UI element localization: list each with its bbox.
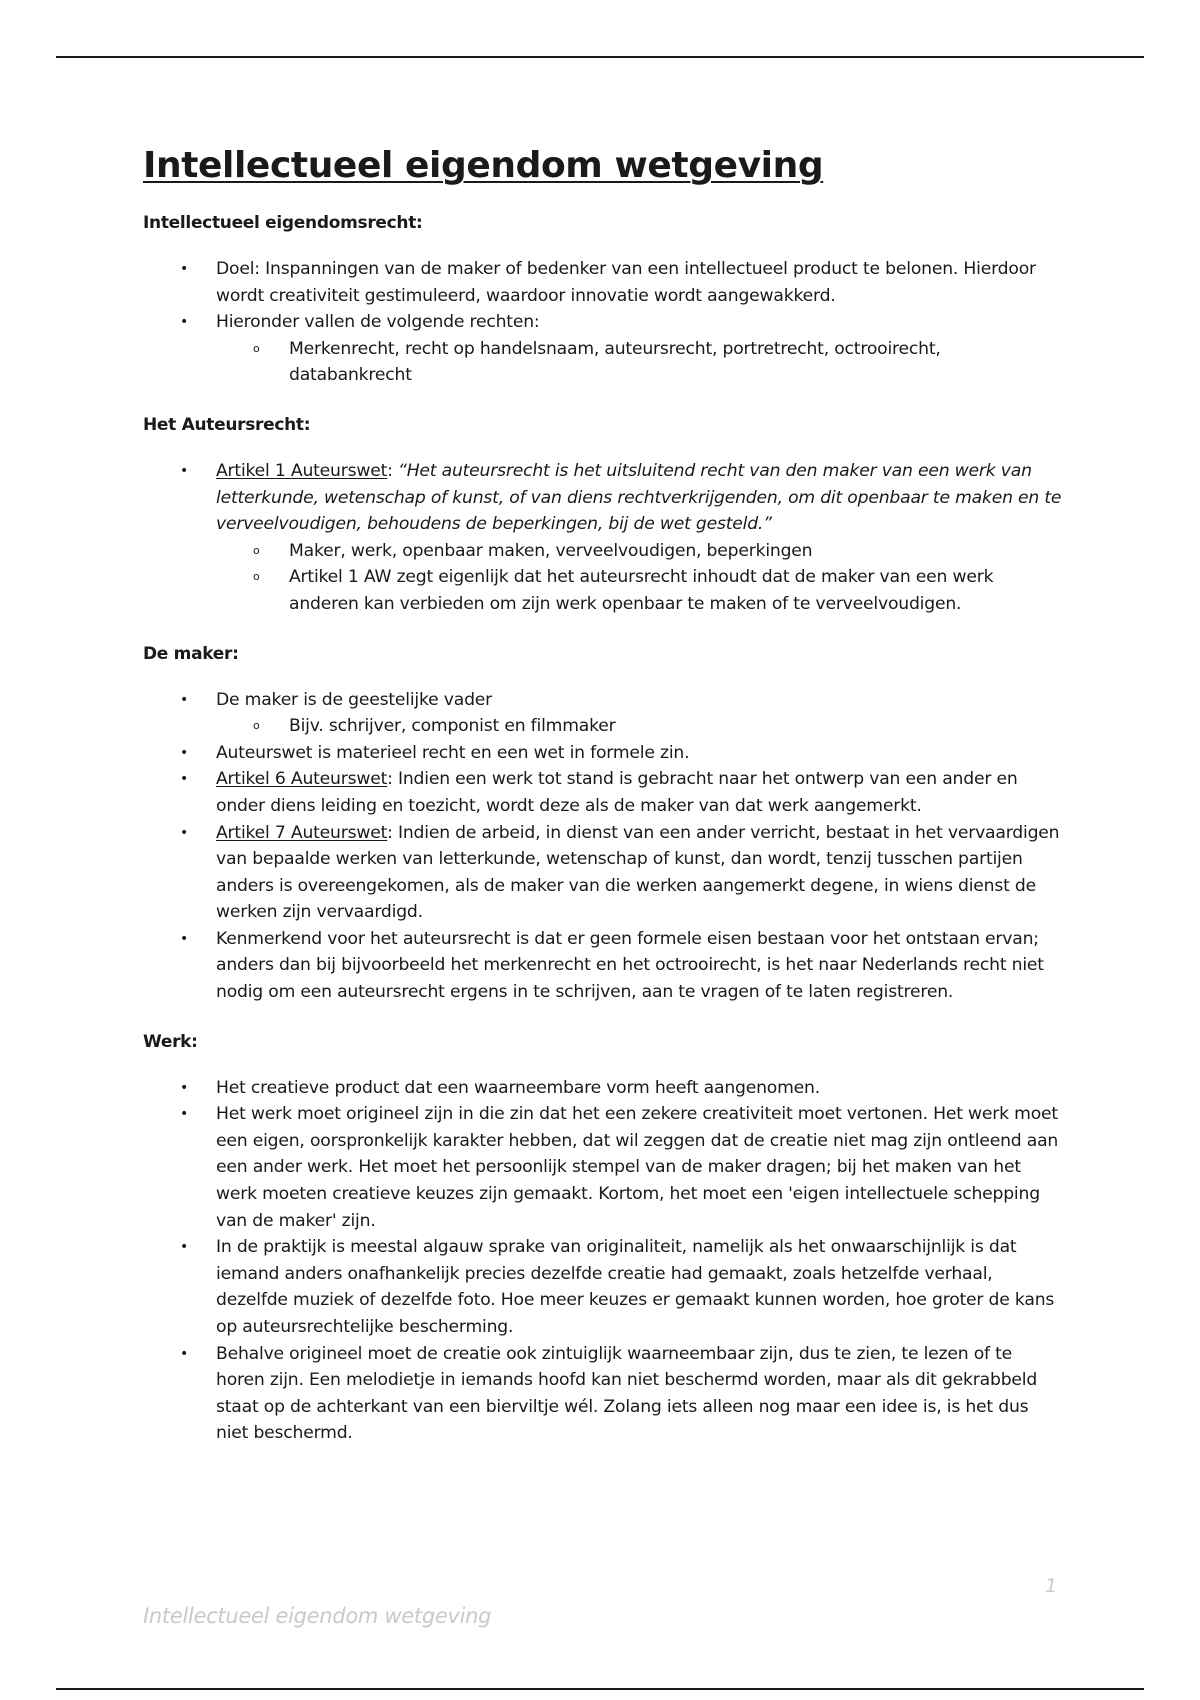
bullet-icon: • [180, 1345, 189, 1362]
list-item-text: Doel: Inspanningen van de maker of bedenker van een intellectueel product te belonen. Hierdoor wordt creativiteit gestimuleerd, waardoor innovatie wordt aangewakkerd. [216, 259, 1036, 306]
list-item [143, 256, 1063, 309]
article-7-label: Artikel 7 Auteurswet [216, 822, 388, 843]
page-number: 1 [1045, 1575, 1058, 1597]
list-item [143, 1075, 1063, 1102]
bullet-icon: • [180, 1239, 189, 1256]
bullet-icon: • [180, 1106, 189, 1123]
sub-list-item [216, 713, 1063, 740]
list-item-text: Het werk moet origineel zijn in die zin dat het een zekere creativiteit moet vertonen. Het werk moet een eigen, oorspronkelijk karakter hebben, dat wil zeggen dat de creatie niet mag zijn ontleend aan een ander werk. Het moet het persoonlijk stempel van de maker dragen; bij het maken van het werk moeten creatieve keuzes zijn gemaakt. Kortom, het moet een 'eigen intellectuele schepping van de maker' zijn. [216, 1104, 1059, 1231]
list-item [143, 766, 1063, 819]
bullet-icon: • [180, 462, 189, 479]
bullet-list [143, 458, 1063, 618]
bullet-list [143, 687, 1063, 1006]
sub-list-item [216, 564, 1063, 617]
list-item [143, 309, 1063, 389]
article-7-text: : Indien de arbeid, in dienst van een ander verricht, bestaat in het vervaardigen van bepaalde werken van letterkunde, wetenschap of kunst, dan wordt, tenzij tusschen partijen anders is overeengekomen, als de maker van die werken aangemerkt degene, in wiens dienst de werken zijn vervaardigd. [216, 822, 1060, 923]
list-item [143, 1234, 1063, 1340]
sub-list-item [216, 538, 1063, 565]
sub-list [216, 538, 1063, 618]
footer-title: Intellectueel eigendom wetgeving [143, 1604, 492, 1628]
list-item [143, 926, 1063, 1006]
article-1-quote: “Het auteursrecht is het uitsluitend recht van den maker van een werk van letterkunde, wetenschap of kunst, of van diens rechtverkrijgenden, om dit openbaar te maken en te verveelvoudigen, behoudens de beperkingen, bij de wet gesteld.” [216, 460, 1062, 535]
bullet-icon: • [180, 824, 189, 841]
page-top-rule [56, 56, 1144, 58]
section-heading: Het Auteursrecht: [143, 414, 311, 435]
section-heading: De maker: [143, 643, 239, 664]
list-item [143, 820, 1063, 926]
label-separator: : [387, 460, 398, 481]
page-bottom-rule [56, 1688, 1144, 1690]
sub-list-item-text: Maker, werk, openbaar maken, verveelvoudigen, beperkingen [289, 540, 813, 561]
list-item [143, 740, 1063, 767]
list-item-text: Behalve origineel moet de creatie ook zintuiglijk waarneembaar zijn, dus te zien, te lezen of te horen zijn. Een melodietje in iemands hoofd kan niet beschermd worden, maar als dit gekrabbeld staat op de achterkant van een bierviltje wél. Zolang iets alleen nog maar een idee is, is het dus niet beschermd. [216, 1343, 1038, 1444]
article-6-label: Artikel 6 Auteurswet [216, 769, 388, 790]
circle-bullet-icon: o [253, 570, 260, 584]
section-heading: Intellectueel eigendomsrecht: [143, 213, 423, 233]
bullet-icon: • [180, 1079, 189, 1096]
list-item [143, 458, 1063, 618]
sub-list-item-text: Artikel 1 AW zegt eigenlijk dat het auteursrecht inhoudt dat de maker van een werk anderen kan verbieden om zijn werk openbaar te maken of te verveelvoudigen. [289, 567, 994, 614]
sub-list [216, 336, 1063, 389]
list-item [143, 1341, 1063, 1447]
bullet-icon: • [180, 771, 189, 788]
article-1-label: Artikel 1 Auteurswet [216, 460, 388, 481]
sub-list-item-text: Merkenrecht, recht op handelsnaam, auteursrecht, portretrecht, octrooirecht, databankrecht [289, 338, 941, 386]
section-werk [143, 1032, 1063, 1447]
bullet-icon: • [180, 314, 189, 331]
bullet-icon: • [180, 930, 189, 947]
circle-bullet-icon: o [253, 543, 260, 557]
list-item [143, 687, 1063, 740]
list-item [143, 1101, 1063, 1234]
bullet-icon: • [180, 744, 189, 761]
list-item-text: De maker is de geestelijke vader [216, 689, 493, 710]
section-de-maker [143, 644, 1063, 1006]
list-item-text: Het creatieve product dat een waarneembare vorm heeft aangenomen. [216, 1077, 820, 1098]
list-item-text: Hieronder vallen de volgende rechten: [216, 312, 540, 333]
bullet-icon: • [180, 691, 189, 708]
section-heading: Werk: [143, 1031, 198, 1052]
bullet-list [143, 1075, 1063, 1447]
section-intellectueel-eigendomsrecht [143, 213, 1063, 389]
sub-list-item [216, 336, 1063, 389]
list-item-text: Auteurswet is materieel recht en een wet in formele zin. [216, 742, 690, 763]
bullet-icon: • [180, 261, 189, 277]
list-item-text: In de praktijk is meestal algauw sprake van originaliteit, namelijk als het onwaarschijnlijk is dat iemand anders onafhankelijk precies dezelfde creatie had gemaakt, zoals hetzelfde verhaal, dezelfde muziek of dezelfde foto. Hoe meer keuzes er gemaakt kunnen worden, hoe groter de kans op auteursrechtelijke bescherming. [216, 1237, 1055, 1337]
bullet-list [143, 256, 1063, 389]
sub-list [216, 713, 1063, 740]
circle-bullet-icon: o [253, 341, 260, 355]
list-item-text: Kenmerkend voor het auteursrecht is dat er geen formele eisen bestaan voor het ontstaan ervan; anders dan bij bijvoorbeeld het merkenrecht en het octrooirecht, is het naar Nederlands recht niet nodig om een auteursrecht ergens in te schrijven, aan te vragen of te laten registreren. [216, 928, 1044, 1003]
section-het-auteursrecht [143, 415, 1063, 618]
document-title: Intellectueel eigendom wetgeving [143, 145, 824, 186]
document-body [143, 145, 1063, 1447]
circle-bullet-icon: o [253, 719, 260, 733]
article-6-text: : Indien een werk tot stand is gebracht naar het ontwerp van een ander en onder diens leiding en toezicht, wordt deze als de maker van dat werk aangemerkt. [216, 769, 1018, 816]
sub-list-item-text: Bijv. schrijver, componist en filmmaker [289, 716, 616, 737]
